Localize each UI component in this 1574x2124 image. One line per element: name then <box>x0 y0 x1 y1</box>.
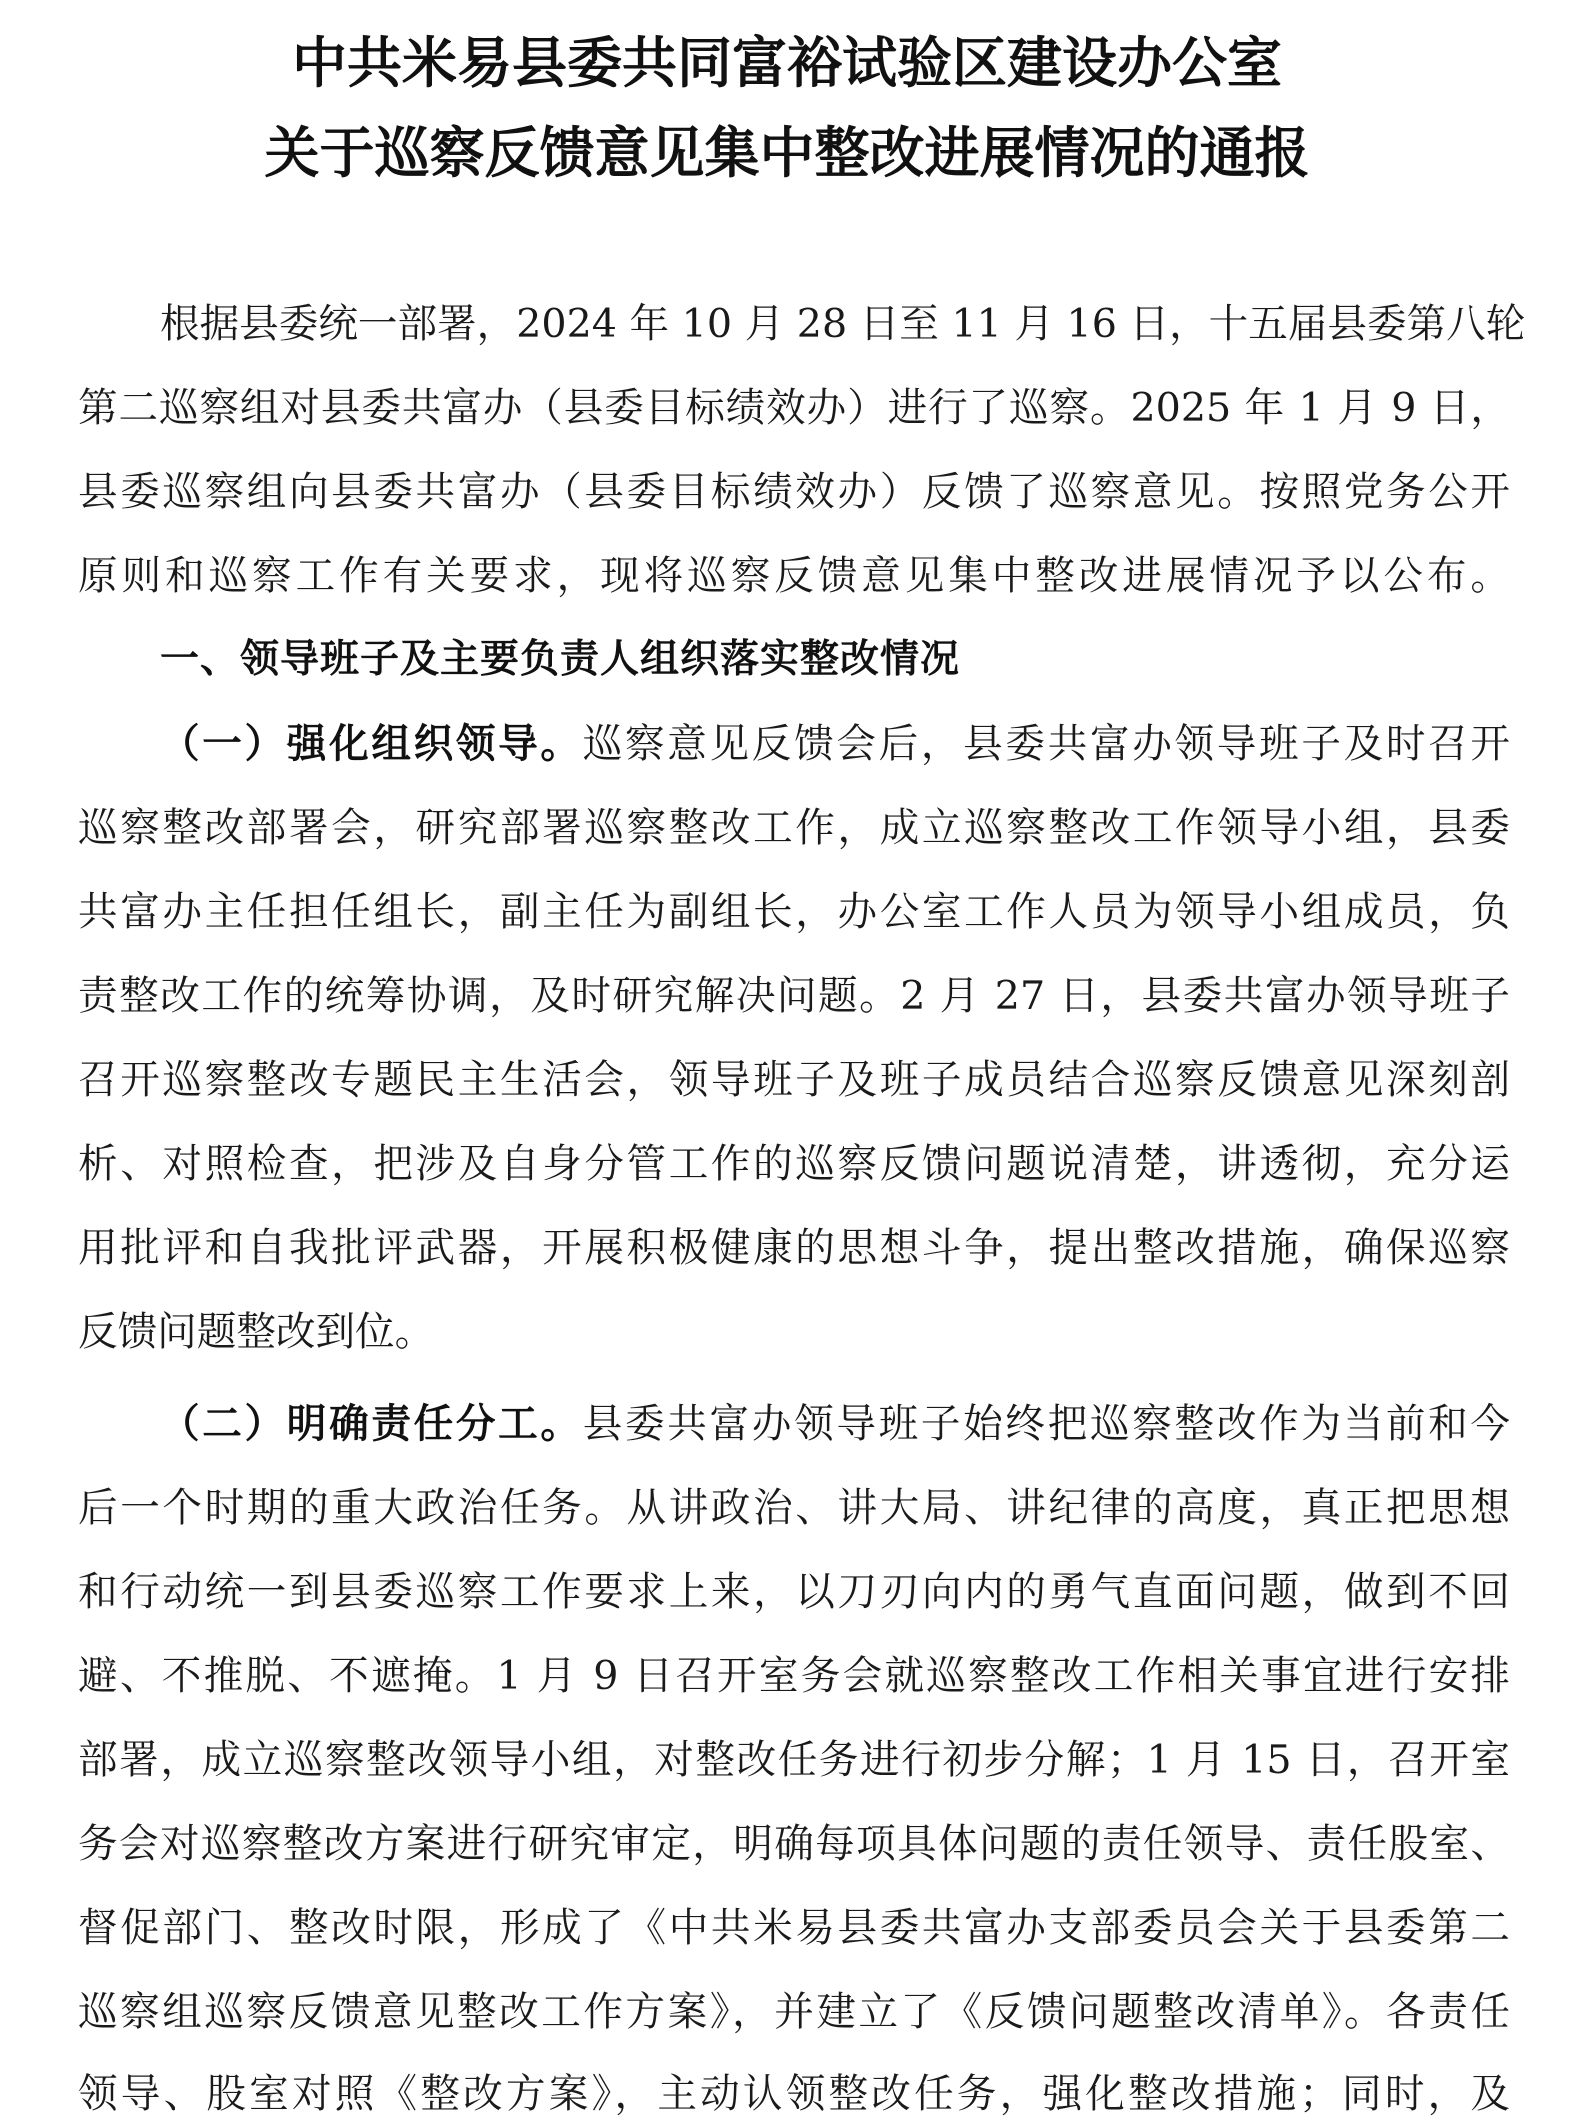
intro-line: 根据县委统一部署，2024 年 10 月 28 日至 11 月 16 日，十五届县委第八轮 <box>160 301 1526 347</box>
section-heading: 一、领导班子及主要负责人组织落实整改情况 <box>160 637 961 682</box>
subsection-1-line: 用批评和自我批评武器，开展积极健康的思想斗争，提出整改措施，确保巡察 <box>78 1225 1510 1271</box>
subsection-2-line: 后一个时期的重大政治任务。从讲政治、讲大局、讲纪律的高度，真正把思想 <box>78 1485 1510 1531</box>
subsection-2-lead: （二）明确责任分工。 <box>160 1401 583 1447</box>
subsection-2-line: 领导、股室对照《整改方案》，主动认领整改任务，强化整改措施；同时，及 <box>78 2071 1510 2117</box>
document-title-line-1: 中共米易县委共同富裕试验区建设办公室 <box>291 31 1282 95</box>
subsection-2-first-line <box>160 1394 1510 1454</box>
subsection-1-line: 反馈问题整改到位。 <box>78 1309 435 1355</box>
subsection-1-line: 召开巡察整改专题民主生活会，领导班子及班子成员结合巡察反馈意见深刻剖 <box>78 1057 1510 1103</box>
subsection-2-line: 督促部门、整改时限，形成了《中共米易县委共富办支部委员会关于县委第二 <box>78 1905 1510 1951</box>
subsection-2-line: 务会对巡察整改方案进行研究审定，明确每项具体问题的责任领导、责任股室、 <box>78 1821 1510 1867</box>
subsection-1-first-line <box>160 714 1510 774</box>
subsection-2-line: 避、不推脱、不遮掩。1 月 9 日召开室务会就巡察整改工作相关事宜进行安排 <box>78 1653 1510 1699</box>
subsection-2-line: 巡察组巡察反馈意见整改工作方案》，并建立了《反馈问题整改清单》。各责任 <box>78 1989 1510 2035</box>
subsection-1-first-line-text: 巡察意见反馈会后，县委共富办领导班子及时召开 <box>582 721 1510 767</box>
subsection-1-line: 责整改工作的统筹协调，及时研究解决问题。2 月 27 日，县委共富办领导班子 <box>78 973 1510 1019</box>
intro-line: 原则和巡察工作有关要求，现将巡察反馈意见集中整改进展情况予以公布。 <box>78 553 1510 599</box>
subsection-1-line: 析、对照检查，把涉及自身分管工作的巡察反馈问题说清楚，讲透彻，充分运 <box>78 1141 1510 1187</box>
subsection-2-line: 部署，成立巡察整改领导小组，对整改任务进行初步分解；1 月 15 日，召开室 <box>78 1737 1510 1783</box>
subsection-1-lead: （一）强化组织领导。 <box>160 721 583 767</box>
intro-line: 县委巡察组向县委共富办（县委目标绩效办）反馈了巡察意见。按照党务公开 <box>78 469 1510 515</box>
intro-line: 第二巡察组对县委共富办（县委目标绩效办）进行了巡察。2025 年 1 月 9 日， <box>78 385 1510 431</box>
subsection-1-line: 巡察整改部署会，研究部署巡察整改工作，成立巡察整改工作领导小组，县委 <box>78 805 1510 851</box>
subsection-1-line: 共富办主任担任组长，副主任为副组长，办公室工作人员为领导小组成员，负 <box>78 889 1510 935</box>
subsection-2-first-line-text: 县委共富办领导班子始终把巡察整改作为当前和今 <box>582 1401 1510 1447</box>
document-title-line-2: 关于巡察反馈意见集中整改进展情况的通报 <box>264 121 1310 185</box>
subsection-2-line: 和行动统一到县委巡察工作要求上来，以刀刃向内的勇气直面问题，做到不回 <box>78 1569 1510 1615</box>
